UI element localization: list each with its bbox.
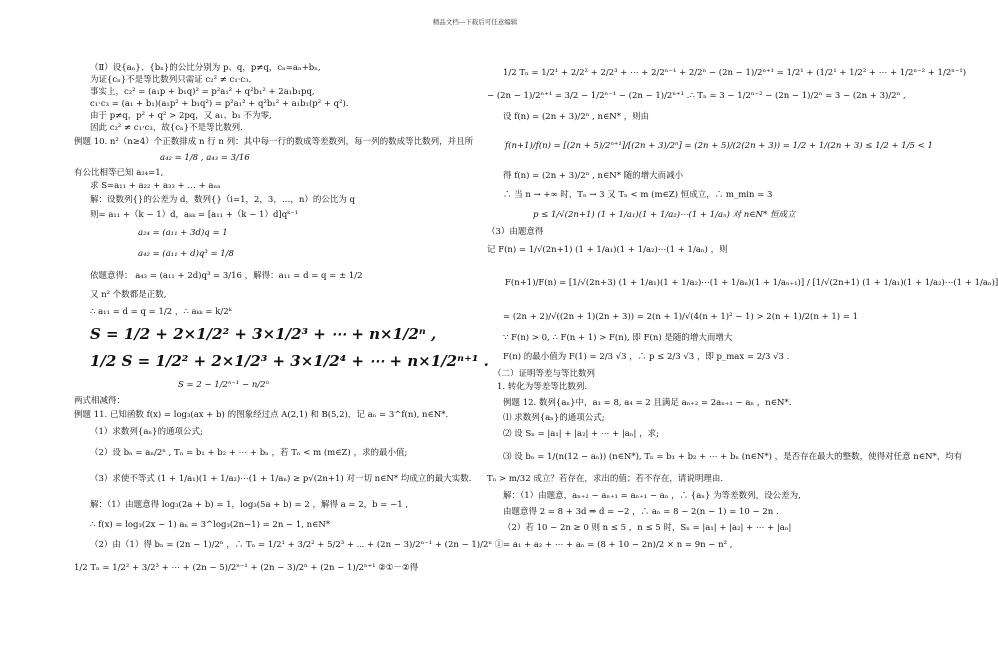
page-header: 精品文档---下载后可任意编辑 bbox=[432, 18, 518, 26]
right-text-line: − (2n − 1)/2ⁿ⁺¹ = 3/2 − 1/2ⁿ⁻¹ − (2n − 1)/2ⁿ⁺¹ .∴ Tₙ = 3 − 1/2ⁿ⁻² − (2n − 1)/2ⁿ = 3 − (2n + 3)/2ⁿ , bbox=[487, 91, 906, 101]
left-text-line: （1）求数列{aₙ}的通项公式; bbox=[90, 427, 203, 437]
right-text-line: 解：（1）由题意，aₙ₊₂ − aₙ₊₁ = aₙ₊₁ − aₙ ，∴ {aₙ} 为等差数列，设公差为, bbox=[503, 491, 801, 501]
left-text-line: S = 1/2 + 2×1/2² + 3×1/2³ + ⋯ + n×1/2ⁿ , bbox=[90, 325, 437, 343]
right-column bbox=[487, 62, 998, 554]
left-text-line: 求 S=a₁₁ + a₂₂ + a₃₃ + … + aₙₙ bbox=[90, 181, 221, 191]
left-text-line: a₄₂ = 1/8 , a₄₃ = 3/16 bbox=[160, 153, 250, 163]
right-text-line: 由题意得 2 = 8 + 3d ⇒ d = −2 ，∴ aₙ = 8 − 2(n − 1) = 10 − 2n . bbox=[503, 507, 779, 517]
left-text-line: （2）由（1）得 bₙ = (2n − 1)/2ⁿ ，∴ Tₙ = 1/2¹ + 3/2² + 5/2³ + ⋯ + (2n − 3)/2ⁿ⁻¹ + (2n − 1)/2ⁿ ① bbox=[90, 540, 504, 550]
left-text-line: （2）设 bₙ = aₙ/2ⁿ , Tₙ = b₁ + b₂ + ⋯ + bₙ ，若 Tₙ < m (m∈Z) ，求的最小值; bbox=[90, 448, 408, 458]
right-text-line: Tₙ > m/32 成立？若存在，求出的值；若不存在，请说明理由. bbox=[487, 474, 724, 484]
left-column bbox=[74, 62, 504, 579]
right-text-line: 得 f(n) = (2n + 3)/2ⁿ , n∈N* 随的增大而减小 bbox=[503, 171, 684, 181]
left-text-line: 由于 p≠q，p² + q² > 2pq，又 a₁、b₁ 不为零, bbox=[90, 111, 272, 121]
left-text-line: a₄₂ = (a₁₁ + d)q³ = 1/8 bbox=[138, 249, 234, 259]
left-text-line: 解：（1）由题意得 log₃(2a + b) = 1，log₃(5a + b) = 2 ，解得 a = 2，b = −1 , bbox=[90, 500, 409, 510]
right-text-line: F(n) 的最小值为 F(1) = 2/3 √3 ，∴ p ≤ 2/3 √3 ，即 p_max = 2/3 √3 . bbox=[503, 352, 790, 362]
left-text-line: S = 2 − 1/2ⁿ⁻¹ − n/2ⁿ bbox=[178, 380, 270, 390]
right-text-line: f(n+1)/f(n) = [(2n + 5)/2ⁿ⁺¹]/[(2n + 3)/2ⁿ] = (2n + 5)/(2(2n + 3)) = 1/2 + 1/(2n + 3) ≤ 1/2 + 1/5 < 1 bbox=[505, 141, 933, 151]
left-text-line: 例题 10. n²（n≥4）个正数排成 n 行 n 列：其中每一行的数成等差数列，每一列的数成等比数列，并且所 bbox=[74, 137, 474, 147]
left-text-line: a₂₄ = (a₁₁ + 3d)q = 1 bbox=[138, 228, 228, 238]
left-text-line: 1/2 Tₙ = 1/2² + 3/2³ + ⋯ + (2n − 5)/2ⁿ⁻¹ + (2n − 3)/2ⁿ + (2n − 1)/2ⁿ⁺¹ ②①－②得 bbox=[74, 563, 419, 573]
left-text-line: 为证{cₙ}不是等比数列只需证 c₂² ≠ c₁·c₃. bbox=[90, 75, 252, 85]
right-text-line: ∴ 当 n → +∞ 时，Tₙ → 3 又 Tₙ < m (m∈Z) 恒成立，∴ m_min = 3 bbox=[503, 190, 773, 200]
right-text-line: （2）若 10 − 2n ≥ 0 则 n ≤ 5 ，n ≤ 5 时，Sₙ = |a₁| + |a₂| + ⋯ + |aₙ| bbox=[503, 523, 792, 533]
right-text-line: ⑶ 设 bₙ = 1/(n(12 − aₙ)) (n∈N*), Tₙ = b₁ + b₂ + ⋯ + bₙ (n∈N*) ，是否存在最大的整数，使得对任意 n∈N*，均有 bbox=[503, 452, 963, 462]
left-text-line: c₁·c₃ = (a₁ + b₁)(a₁p² + b₁q²) = p²a₁² + q²b₁² + a₁b₁(p² + q²). bbox=[90, 99, 349, 109]
right-text-line: 记 F(n) = 1/√(2n+1) (1 + 1/a₁)(1 + 1/a₂)⋯(1 + 1/aₙ) ，则 bbox=[487, 245, 728, 255]
right-text-line: 1/2 Tₙ = 1/2¹ + 2/2² + 2/2³ + ⋯ + 2/2ⁿ⁻¹ + 2/2ⁿ − (2n − 1)/2ⁿ⁺¹ = 1/2¹ + (1/2¹ + 1/2² + ⋯ + 1/2ⁿ⁻² + 1/2ⁿ⁻¹) bbox=[503, 68, 967, 78]
right-text-line: ⑴ 求数列{aₙ}的通项公式; bbox=[503, 413, 605, 423]
left-text-line: 例题 11. 已知函数 f(x) = log₃(ax + b) 的图象经过点 A(2,1) 和 B(5,2)，记 aₙ = 3^f(n), n∈N*. bbox=[74, 410, 449, 420]
right-text-line: 设 f(n) = (2n + 3)/2ⁿ , n∈N* ，则由 bbox=[503, 112, 650, 122]
left-text-line: ∴ f(x) = log₃(2x − 1) aₙ = 3^log₃(2n−1) = 2n − 1, n∈N* bbox=[90, 520, 331, 530]
left-text-line: 依题意得： a₄₃ = (a₁₁ + 2d)q³ = 3/16 ，解得：a₁₁ = d = q = ± 1/2 bbox=[90, 271, 363, 281]
right-text-line: 例题 12. 数列{aₙ}中，a₁ = 8, a₄ = 2 且满足 aₙ₊₂ = 2aₙ₊₁ − aₙ ，n∈N*. bbox=[503, 398, 792, 408]
left-text-line: 1/2 S = 1/2² + 2×1/2³ + 3×1/2⁴ + ⋯ + n×1/2ⁿ⁺¹ . bbox=[90, 352, 489, 370]
left-text-line: 事实上，c₂² = (a₁p + b₁q)² = p²a₁² + q²b₁² + 2a₁b₁pq, bbox=[90, 87, 315, 97]
right-text-line: ∵ F(n) > 0, ∴ F(n + 1) > F(n), 即 F(n) 是随的增大而增大 bbox=[503, 333, 733, 343]
right-text-line: = a₁ + a₂ + ⋯ + aₙ = (8 + 10 − 2n)/2 × n = 9n − n² , bbox=[503, 540, 733, 550]
left-text-line: ∴ a₁₁ = d = q = 1/2 ，∴ aₖₖ = k/2ᵏ bbox=[90, 307, 232, 317]
right-text-line: F(n+1)/F(n) = [1/√(2n+3) (1 + 1/a₁)(1 + 1/a₂)⋯(1 + 1/aₙ)(1 + 1/aₙ₊₁)] / [1/√(2n+1) (1 + 1/a₁)(1 + 1/a₂)⋯(1 + 1/aₙ)] bbox=[505, 278, 998, 288]
left-text-line: 又 n² 个数都是正数, bbox=[90, 290, 167, 300]
right-text-line: = (2n + 2)/√((2n + 1)(2n + 3)) = 2(n + 1)/√(4(n + 1)² − 1) > 2(n + 1)/2(n + 1) = 1 bbox=[503, 312, 858, 322]
left-text-line: 有公比相等已知 a₂₄=1, bbox=[74, 168, 164, 178]
left-text-line: 则= a₁₁ +（k − 1）d，aₖₖ = [a₁₁ +（k − 1）d]qᵏ⁻¹ bbox=[90, 210, 299, 220]
left-text-line: 两式相减得： bbox=[74, 396, 126, 406]
right-text-line: ⑵ 设 Sₙ = |a₁| + |a₂| + ⋯ + |aₙ| ，求; bbox=[503, 429, 659, 439]
right-text-line: p ≤ 1/√(2n+1) (1 + 1/a₁)(1 + 1/a₂)⋯(1 + 1/aₙ) 对 n∈N* 恒成立 bbox=[533, 210, 796, 220]
left-text-line: 因此 c₂² ≠ c₁·c₃，故{cₙ}不是等比数列. bbox=[90, 123, 243, 133]
left-text-line: 解：设数列{}的公差为 d，数列{}（i=1，2，3，…，n）的公比为 q bbox=[90, 195, 355, 205]
left-text-line: （Ⅱ）设{aₙ}、{bₙ}的公比分别为 p、q，p≠q，cₙ=aₙ+bₙ, bbox=[90, 63, 321, 73]
right-text-line: （3）由题意得 bbox=[487, 227, 544, 237]
left-text-line: （3）求使不等式 (1 + 1/a₁)(1 + 1/a₂)⋯(1 + 1/aₙ) ≥ p√(2n+1) 对一切 n∈N* 均成立的最大实数. bbox=[90, 474, 472, 484]
right-text-line: 1. 转化为等差等比数列. bbox=[497, 382, 588, 392]
right-text-line: （二）证明等差与等比数列 bbox=[493, 369, 596, 379]
